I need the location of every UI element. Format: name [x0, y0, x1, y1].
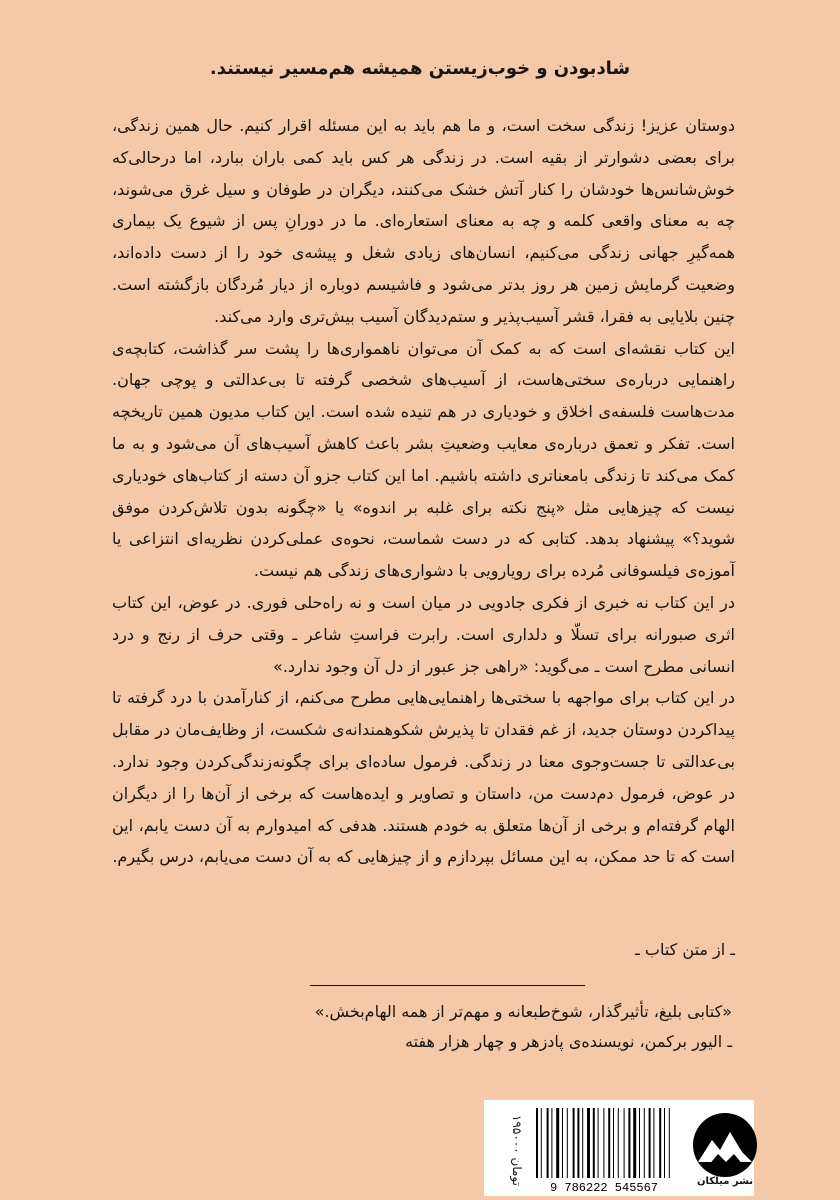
barcode-bar: [649, 1108, 651, 1178]
barcode-bar: [577, 1108, 579, 1178]
barcode-bar: [618, 1108, 619, 1178]
barcode-bar: [659, 1108, 661, 1178]
endorsement-attribution: ـ الیور برکمن، نویسنده‌ی پادزهر و چهار هزار هفته: [405, 1032, 732, 1051]
paragraph: دوستان عزیز! زندگی سخت است، و ما هم باید به این مسئله اقرار کنیم. حال همین زندگی، برای بعضی دشوارتر از بقیه است. در زندگی هر کس باید کمی باران ببارد، اما درحالی‌که خوش‌شانس‌ها خودشان را کنار آتش خشک می‌کنند، دیگران در طوفان و سیل غرق می‌شوند، چه به معنای واقعی کلمه و چه به معنای استعاره‌ای. ما در دورانِ پس از شیوع یک بیماری همه‌گیرِ جهانی زندگی می‌کنیم، انسان‌های زیادی شغل و پیشه‌ی خود را از دست داده‌اند، وضعیت گرمایش زمین هر روز بدتر می‌شود و فاشیسم دوباره از دیار مُردگان بازگشته است. چنین بلایایی به فقرا، قشر آسیب‌پذیر و ستم‌دیدگان آسیب بیش‌تری وارد می‌کند.: [112, 116, 735, 326]
barcode-bar: [536, 1108, 538, 1178]
barcode-bar: [551, 1108, 552, 1178]
blurb-text: [112, 110, 735, 873]
barcode-bar: [567, 1108, 568, 1178]
barcode-bar: [653, 1108, 654, 1178]
barcode-bar: [624, 1108, 625, 1178]
barcode-bar: [633, 1108, 636, 1178]
endorsement: [315, 997, 732, 1057]
barcode-bar: [556, 1108, 559, 1178]
paragraph: در این کتاب نه خبری از فکری جادویی در میان است و نه راه‌حلی فوری. در عوض، این کتاب اثری صبورانه برای تسلّا و دلداری است. رابرت فراستِ شاعر ـ وقتی حرف از رنج و درد انسانی مطرح است ـ می‌گوید: «راهی جز عبور از دل آن وجود ندارد.»: [112, 592, 735, 676]
mountain-logo-icon: [690, 1110, 760, 1180]
barcode-bar: [587, 1108, 590, 1178]
barcode-bar: [613, 1108, 614, 1178]
barcode-bar: [644, 1108, 645, 1178]
barcode-bar: [547, 1108, 549, 1178]
barcode-bar: [669, 1108, 670, 1178]
barcode-bar: [603, 1108, 604, 1178]
barcode-bar: [598, 1108, 599, 1178]
paragraph: این کتاب نقشه‌ای است که به کمک آن می‌توان ناهمواری‌ها را پشت سر گذاشت، کتابچه‌ی راهنمایی درباره‌ی سختی‌هاست، از آسیب‌های شخصی گرفته تا بی‌عدالتی و پوچی جهان. مدت‌هاست فلسفه‌ی اخلاق و خودیاری در هم تنیده شده است. این کتاب مدیون همین تاریخچه است. تفکر و تعمق درباره‌ی معایب وضعیتِ بشر باعث کاهش آسیب‌های آن می‌شود و به ما کمک می‌کند تا زندگی بامعناتری داشته باشیم. اما این کتاب جزو آن دسته از کتاب‌های خودیاری نیست که چیزهایی مثل «پنج نکته برای غلبه بر اندوه» یا «چگونه بدون تلاش‌کردن موفق شوید؟» پیشنهاد بدهد. کتابی که در دست شماست، نحوه‌ی عملی‌کردن نظریه‌ای انتزاعی یا آموزه‌ی فیلسوفانی مُرده برای رویارویی با دشواری‌های زندگی هم نیست.: [112, 338, 735, 581]
publisher-name: نشر میلکان: [696, 1176, 754, 1187]
barcode-bar: [582, 1108, 583, 1178]
barcode-bar: [608, 1108, 610, 1178]
paragraph: در این کتاب برای مواجهه با سختی‌ها راهنمایی‌هایی مطرح می‌کنم، از کنارآمدن با درد گرفته تا پیداکردن دوستان جدید، از غم فقدان تا پذیرش شکوهمندانه‌ی شکست، از وظایف‌مان در مقابل بی‌عدالتی تا جست‌وجوی معنا در زندگی. فرمول ساده‌ای برای چگونه‌زندگی‌کردن وجود ندارد. در عوض، فرمول دم‌دست من، داستان و تصاویر و ایده‌هاست که برخی از آن‌ها را از دیگران الهام گرفته‌ام و برخی از آن‌ها متعلق به خودم هستند. هدفی که امیدوارم به آن دست یابم، این است که تا حد ممکن، به این مسائل بپردازم و از چیزهایی که به آن دست می‌یابم، درس بگیرم.: [112, 688, 735, 867]
barcode-bar: [573, 1108, 575, 1178]
barcode-number: 9 786222 545567: [549, 1181, 659, 1195]
headline: شادبودن و خوب‌زیستن همیشه هم‌مسیر نیستند.: [209, 58, 631, 79]
barcode-bar: [664, 1108, 665, 1178]
barcode-bar: [593, 1108, 595, 1178]
barcode-bar: [562, 1108, 563, 1178]
barcode-bar: [541, 1108, 542, 1178]
barcode-bar: [628, 1108, 630, 1178]
endorsement-text: «کتابی بلیغ، تأثیرگذار، شوخ‌طبعانه و مهم‌تر از همه الهام‌بخش.»: [314, 1002, 732, 1021]
source-note: ـ از متن کتاب ـ: [635, 940, 735, 959]
price-label: ۱۹۵۰۰۰ تومان: [510, 1114, 524, 1186]
barcode-bar: [639, 1108, 640, 1178]
divider: [310, 985, 585, 986]
